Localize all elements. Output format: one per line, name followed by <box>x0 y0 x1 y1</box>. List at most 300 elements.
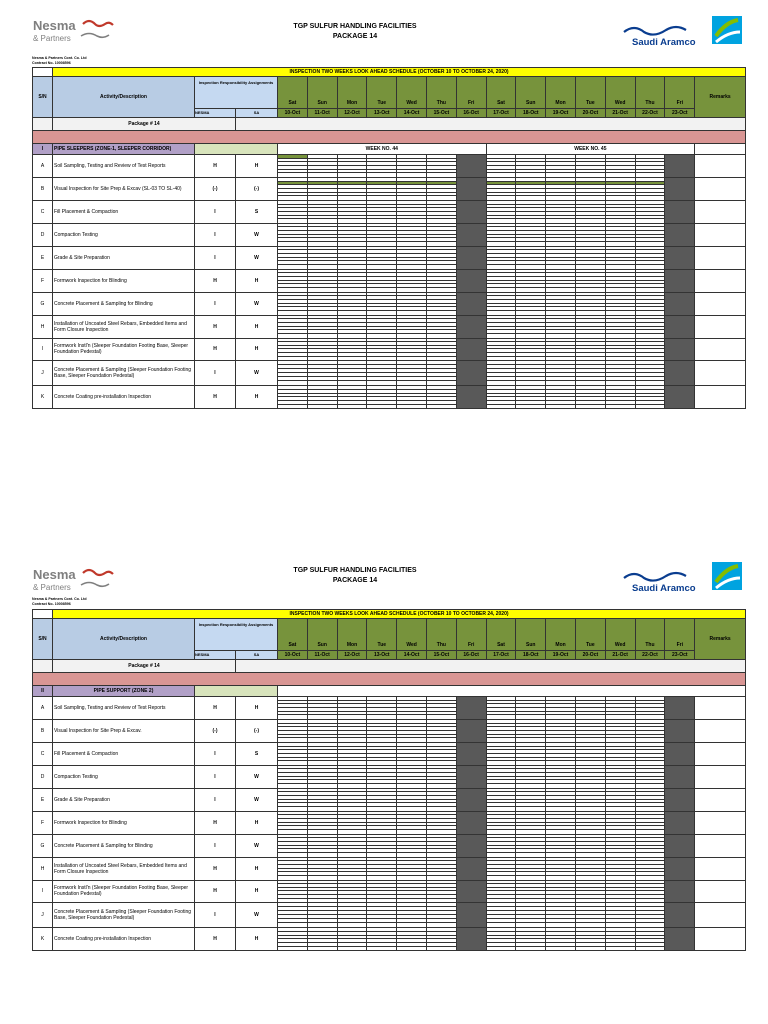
schedule-day-cell[interactable] <box>575 880 605 903</box>
schedule-day-cell[interactable] <box>605 223 635 246</box>
schedule-day-cell[interactable] <box>397 834 427 857</box>
schedule-day-cell[interactable] <box>575 857 605 880</box>
schedule-day-cell[interactable] <box>456 223 486 246</box>
schedule-day-cell[interactable] <box>665 338 695 361</box>
schedule-day-cell[interactable] <box>337 928 367 951</box>
schedule-day-cell[interactable] <box>486 361 516 386</box>
schedule-day-cell[interactable] <box>486 788 516 811</box>
schedule-day-cell[interactable] <box>337 903 367 928</box>
schedule-day-cell[interactable] <box>486 811 516 834</box>
schedule-day-cell[interactable] <box>665 788 695 811</box>
schedule-day-cell[interactable] <box>456 361 486 386</box>
schedule-day-cell[interactable] <box>426 811 456 834</box>
schedule-day-cell[interactable] <box>516 269 546 292</box>
schedule-day-cell[interactable] <box>575 361 605 386</box>
schedule-day-cell[interactable] <box>397 742 427 765</box>
schedule-day-cell[interactable] <box>307 880 337 903</box>
schedule-day-cell[interactable] <box>546 928 576 951</box>
schedule-day-cell[interactable] <box>456 857 486 880</box>
schedule-day-cell[interactable] <box>337 880 367 903</box>
schedule-day-cell[interactable] <box>456 155 486 178</box>
schedule-day-cell[interactable] <box>575 765 605 788</box>
remarks-cell[interactable] <box>695 338 746 361</box>
schedule-day-cell[interactable] <box>456 269 486 292</box>
schedule-day-cell[interactable] <box>337 361 367 386</box>
schedule-day-cell[interactable] <box>278 361 308 386</box>
schedule-day-cell[interactable] <box>546 742 576 765</box>
schedule-day-cell[interactable] <box>456 811 486 834</box>
schedule-day-cell[interactable] <box>486 223 516 246</box>
schedule-day-cell[interactable] <box>546 811 576 834</box>
schedule-day-cell[interactable] <box>456 880 486 903</box>
schedule-day-cell[interactable] <box>426 928 456 951</box>
schedule-day-cell[interactable] <box>516 223 546 246</box>
schedule-day-cell[interactable] <box>367 269 397 292</box>
schedule-day-cell[interactable] <box>278 697 308 720</box>
schedule-day-cell[interactable] <box>516 928 546 951</box>
schedule-day-cell[interactable] <box>486 928 516 951</box>
schedule-day-cell[interactable] <box>546 155 576 178</box>
schedule-day-cell[interactable] <box>605 292 635 315</box>
schedule-day-cell[interactable] <box>278 834 308 857</box>
schedule-day-cell[interactable] <box>516 246 546 269</box>
schedule-day-cell[interactable] <box>397 788 427 811</box>
schedule-day-cell[interactable] <box>456 338 486 361</box>
schedule-day-cell[interactable] <box>307 177 337 200</box>
schedule-day-cell[interactable] <box>367 292 397 315</box>
schedule-day-cell[interactable] <box>605 386 635 409</box>
schedule-day-cell[interactable] <box>665 742 695 765</box>
schedule-day-cell[interactable] <box>307 361 337 386</box>
schedule-day-cell[interactable] <box>397 315 427 338</box>
schedule-day-cell[interactable] <box>278 246 308 269</box>
schedule-day-cell[interactable] <box>486 857 516 880</box>
schedule-day-cell[interactable] <box>635 765 665 788</box>
schedule-day-cell[interactable] <box>307 857 337 880</box>
schedule-day-cell[interactable] <box>486 269 516 292</box>
schedule-day-cell[interactable] <box>575 223 605 246</box>
schedule-day-cell[interactable] <box>665 200 695 223</box>
schedule-day-cell[interactable] <box>367 719 397 742</box>
schedule-day-cell[interactable] <box>605 903 635 928</box>
schedule-day-cell[interactable] <box>367 788 397 811</box>
schedule-day-cell[interactable] <box>516 155 546 178</box>
schedule-day-cell[interactable] <box>307 315 337 338</box>
schedule-day-cell[interactable] <box>426 200 456 223</box>
schedule-day-cell[interactable] <box>665 928 695 951</box>
schedule-day-cell[interactable] <box>307 292 337 315</box>
schedule-day-cell[interactable] <box>665 386 695 409</box>
schedule-day-cell[interactable] <box>278 928 308 951</box>
schedule-day-cell[interactable] <box>635 928 665 951</box>
schedule-day-cell[interactable] <box>605 697 635 720</box>
schedule-day-cell[interactable] <box>278 765 308 788</box>
remarks-cell[interactable] <box>695 765 746 788</box>
schedule-day-cell[interactable] <box>546 269 576 292</box>
schedule-day-cell[interactable] <box>456 246 486 269</box>
schedule-day-cell[interactable] <box>665 765 695 788</box>
schedule-day-cell[interactable] <box>307 697 337 720</box>
schedule-day-cell[interactable] <box>605 857 635 880</box>
schedule-day-cell[interactable] <box>546 177 576 200</box>
schedule-day-cell[interactable] <box>486 386 516 409</box>
schedule-day-cell[interactable] <box>278 386 308 409</box>
schedule-day-cell[interactable] <box>605 338 635 361</box>
schedule-day-cell[interactable] <box>367 765 397 788</box>
schedule-day-cell[interactable] <box>665 269 695 292</box>
remarks-cell[interactable] <box>695 386 746 409</box>
schedule-day-cell[interactable] <box>337 177 367 200</box>
schedule-day-cell[interactable] <box>635 338 665 361</box>
schedule-day-cell[interactable] <box>456 742 486 765</box>
schedule-day-cell[interactable] <box>278 338 308 361</box>
schedule-day-cell[interactable] <box>278 857 308 880</box>
remarks-cell[interactable] <box>695 361 746 386</box>
remarks-cell[interactable] <box>695 903 746 928</box>
schedule-day-cell[interactable] <box>665 315 695 338</box>
schedule-day-cell[interactable] <box>575 811 605 834</box>
schedule-day-cell[interactable] <box>516 742 546 765</box>
schedule-day-cell[interactable] <box>426 857 456 880</box>
schedule-day-cell[interactable] <box>397 246 427 269</box>
schedule-day-cell[interactable] <box>635 386 665 409</box>
schedule-day-cell[interactable] <box>337 246 367 269</box>
schedule-day-cell[interactable] <box>397 155 427 178</box>
schedule-day-cell[interactable] <box>337 155 367 178</box>
remarks-cell[interactable] <box>695 719 746 742</box>
schedule-day-cell[interactable] <box>307 903 337 928</box>
remarks-cell[interactable] <box>695 788 746 811</box>
remarks-cell[interactable] <box>695 742 746 765</box>
schedule-day-cell[interactable] <box>605 361 635 386</box>
schedule-day-cell[interactable] <box>456 903 486 928</box>
schedule-day-cell[interactable] <box>367 811 397 834</box>
schedule-day-cell[interactable] <box>516 788 546 811</box>
schedule-day-cell[interactable] <box>426 177 456 200</box>
schedule-day-cell[interactable] <box>456 697 486 720</box>
schedule-day-cell[interactable] <box>367 742 397 765</box>
schedule-day-cell[interactable] <box>278 315 308 338</box>
remarks-cell[interactable] <box>695 834 746 857</box>
schedule-day-cell[interactable] <box>575 697 605 720</box>
schedule-day-cell[interactable] <box>486 834 516 857</box>
schedule-day-cell[interactable] <box>278 742 308 765</box>
schedule-day-cell[interactable] <box>575 200 605 223</box>
schedule-day-cell[interactable] <box>397 857 427 880</box>
schedule-day-cell[interactable] <box>367 928 397 951</box>
remarks-cell[interactable] <box>695 880 746 903</box>
schedule-day-cell[interactable] <box>426 269 456 292</box>
schedule-day-cell[interactable] <box>516 697 546 720</box>
schedule-day-cell[interactable] <box>456 719 486 742</box>
schedule-day-cell[interactable] <box>307 338 337 361</box>
schedule-day-cell[interactable] <box>397 719 427 742</box>
schedule-day-cell[interactable] <box>367 223 397 246</box>
schedule-day-cell[interactable] <box>635 903 665 928</box>
schedule-day-cell[interactable] <box>486 880 516 903</box>
schedule-day-cell[interactable] <box>486 177 516 200</box>
schedule-day-cell[interactable] <box>337 697 367 720</box>
schedule-day-cell[interactable] <box>278 177 308 200</box>
schedule-day-cell[interactable] <box>546 361 576 386</box>
schedule-day-cell[interactable] <box>278 788 308 811</box>
schedule-day-cell[interactable] <box>426 834 456 857</box>
schedule-day-cell[interactable] <box>605 788 635 811</box>
schedule-day-cell[interactable] <box>486 338 516 361</box>
schedule-day-cell[interactable] <box>426 292 456 315</box>
schedule-day-cell[interactable] <box>486 315 516 338</box>
remarks-cell[interactable] <box>695 246 746 269</box>
schedule-day-cell[interactable] <box>397 880 427 903</box>
remarks-cell[interactable] <box>695 315 746 338</box>
schedule-day-cell[interactable] <box>516 200 546 223</box>
schedule-day-cell[interactable] <box>397 200 427 223</box>
schedule-day-cell[interactable] <box>486 697 516 720</box>
schedule-day-cell[interactable] <box>367 386 397 409</box>
schedule-day-cell[interactable] <box>516 811 546 834</box>
schedule-day-cell[interactable] <box>546 697 576 720</box>
schedule-day-cell[interactable] <box>456 834 486 857</box>
schedule-day-cell[interactable] <box>426 386 456 409</box>
schedule-day-cell[interactable] <box>337 338 367 361</box>
schedule-day-cell[interactable] <box>575 719 605 742</box>
schedule-day-cell[interactable] <box>546 292 576 315</box>
schedule-day-cell[interactable] <box>397 292 427 315</box>
schedule-day-cell[interactable] <box>307 788 337 811</box>
schedule-day-cell[interactable] <box>337 719 367 742</box>
schedule-day-cell[interactable] <box>426 742 456 765</box>
schedule-day-cell[interactable] <box>635 177 665 200</box>
schedule-day-cell[interactable] <box>516 292 546 315</box>
schedule-day-cell[interactable] <box>516 386 546 409</box>
schedule-day-cell[interactable] <box>665 155 695 178</box>
schedule-day-cell[interactable] <box>546 834 576 857</box>
remarks-cell[interactable] <box>695 155 746 178</box>
remarks-cell[interactable] <box>695 223 746 246</box>
schedule-day-cell[interactable] <box>278 155 308 178</box>
schedule-day-cell[interactable] <box>337 834 367 857</box>
schedule-day-cell[interactable] <box>426 223 456 246</box>
schedule-day-cell[interactable] <box>367 155 397 178</box>
schedule-day-cell[interactable] <box>546 857 576 880</box>
schedule-day-cell[interactable] <box>278 903 308 928</box>
schedule-day-cell[interactable] <box>665 880 695 903</box>
schedule-day-cell[interactable] <box>486 765 516 788</box>
schedule-day-cell[interactable] <box>307 765 337 788</box>
schedule-day-cell[interactable] <box>278 200 308 223</box>
schedule-day-cell[interactable] <box>546 788 576 811</box>
schedule-day-cell[interactable] <box>397 903 427 928</box>
schedule-day-cell[interactable] <box>635 361 665 386</box>
schedule-day-cell[interactable] <box>278 811 308 834</box>
schedule-day-cell[interactable] <box>546 315 576 338</box>
schedule-day-cell[interactable] <box>426 246 456 269</box>
schedule-day-cell[interactable] <box>605 880 635 903</box>
schedule-day-cell[interactable] <box>516 903 546 928</box>
schedule-day-cell[interactable] <box>546 223 576 246</box>
schedule-day-cell[interactable] <box>456 788 486 811</box>
schedule-day-cell[interactable] <box>397 361 427 386</box>
schedule-day-cell[interactable] <box>278 223 308 246</box>
schedule-day-cell[interactable] <box>426 361 456 386</box>
schedule-day-cell[interactable] <box>456 928 486 951</box>
schedule-day-cell[interactable] <box>575 315 605 338</box>
schedule-day-cell[interactable] <box>665 857 695 880</box>
schedule-day-cell[interactable] <box>635 880 665 903</box>
schedule-day-cell[interactable] <box>307 269 337 292</box>
schedule-day-cell[interactable] <box>367 338 397 361</box>
schedule-day-cell[interactable] <box>307 386 337 409</box>
schedule-day-cell[interactable] <box>635 315 665 338</box>
schedule-day-cell[interactable] <box>575 742 605 765</box>
remarks-cell[interactable] <box>695 928 746 951</box>
schedule-day-cell[interactable] <box>665 697 695 720</box>
schedule-day-cell[interactable] <box>337 386 367 409</box>
schedule-day-cell[interactable] <box>397 269 427 292</box>
remarks-cell[interactable] <box>695 857 746 880</box>
schedule-day-cell[interactable] <box>516 338 546 361</box>
schedule-day-cell[interactable] <box>456 292 486 315</box>
schedule-day-cell[interactable] <box>635 246 665 269</box>
schedule-day-cell[interactable] <box>575 903 605 928</box>
schedule-day-cell[interactable] <box>546 719 576 742</box>
schedule-day-cell[interactable] <box>665 177 695 200</box>
schedule-day-cell[interactable] <box>456 386 486 409</box>
schedule-day-cell[interactable] <box>307 719 337 742</box>
schedule-day-cell[interactable] <box>665 903 695 928</box>
schedule-day-cell[interactable] <box>337 811 367 834</box>
schedule-day-cell[interactable] <box>397 928 427 951</box>
schedule-day-cell[interactable] <box>546 765 576 788</box>
schedule-day-cell[interactable] <box>426 765 456 788</box>
schedule-day-cell[interactable] <box>337 200 367 223</box>
schedule-day-cell[interactable] <box>546 200 576 223</box>
schedule-day-cell[interactable] <box>665 223 695 246</box>
schedule-day-cell[interactable] <box>307 742 337 765</box>
schedule-day-cell[interactable] <box>605 269 635 292</box>
schedule-day-cell[interactable] <box>426 788 456 811</box>
schedule-day-cell[interactable] <box>635 788 665 811</box>
schedule-day-cell[interactable] <box>635 292 665 315</box>
schedule-day-cell[interactable] <box>307 834 337 857</box>
schedule-day-cell[interactable] <box>397 697 427 720</box>
schedule-day-cell[interactable] <box>278 292 308 315</box>
schedule-day-cell[interactable] <box>605 200 635 223</box>
schedule-day-cell[interactable] <box>605 246 635 269</box>
schedule-day-cell[interactable] <box>486 292 516 315</box>
schedule-day-cell[interactable] <box>367 177 397 200</box>
schedule-day-cell[interactable] <box>516 880 546 903</box>
schedule-day-cell[interactable] <box>575 177 605 200</box>
schedule-day-cell[interactable] <box>426 719 456 742</box>
schedule-day-cell[interactable] <box>635 811 665 834</box>
schedule-day-cell[interactable] <box>605 765 635 788</box>
schedule-day-cell[interactable] <box>367 903 397 928</box>
schedule-day-cell[interactable] <box>426 315 456 338</box>
schedule-day-cell[interactable] <box>456 177 486 200</box>
schedule-day-cell[interactable] <box>546 903 576 928</box>
schedule-day-cell[interactable] <box>486 903 516 928</box>
remarks-cell[interactable] <box>695 269 746 292</box>
schedule-day-cell[interactable] <box>516 361 546 386</box>
schedule-day-cell[interactable] <box>367 880 397 903</box>
schedule-day-cell[interactable] <box>516 765 546 788</box>
schedule-day-cell[interactable] <box>278 880 308 903</box>
schedule-day-cell[interactable] <box>367 315 397 338</box>
remarks-cell[interactable] <box>695 811 746 834</box>
schedule-day-cell[interactable] <box>307 200 337 223</box>
schedule-day-cell[interactable] <box>397 223 427 246</box>
schedule-day-cell[interactable] <box>337 765 367 788</box>
schedule-day-cell[interactable] <box>367 697 397 720</box>
schedule-day-cell[interactable] <box>367 834 397 857</box>
schedule-day-cell[interactable] <box>575 928 605 951</box>
schedule-day-cell[interactable] <box>605 742 635 765</box>
schedule-day-cell[interactable] <box>307 155 337 178</box>
schedule-day-cell[interactable] <box>486 246 516 269</box>
schedule-day-cell[interactable] <box>397 386 427 409</box>
schedule-day-cell[interactable] <box>605 928 635 951</box>
schedule-day-cell[interactable] <box>367 246 397 269</box>
schedule-day-cell[interactable] <box>575 155 605 178</box>
schedule-day-cell[interactable] <box>575 386 605 409</box>
schedule-day-cell[interactable] <box>635 742 665 765</box>
schedule-day-cell[interactable] <box>397 811 427 834</box>
schedule-day-cell[interactable] <box>635 155 665 178</box>
schedule-day-cell[interactable] <box>486 742 516 765</box>
schedule-day-cell[interactable] <box>665 834 695 857</box>
schedule-day-cell[interactable] <box>575 834 605 857</box>
schedule-day-cell[interactable] <box>605 811 635 834</box>
schedule-day-cell[interactable] <box>635 269 665 292</box>
schedule-day-cell[interactable] <box>575 246 605 269</box>
schedule-day-cell[interactable] <box>307 811 337 834</box>
schedule-day-cell[interactable] <box>486 200 516 223</box>
schedule-day-cell[interactable] <box>307 928 337 951</box>
schedule-day-cell[interactable] <box>575 292 605 315</box>
schedule-day-cell[interactable] <box>337 223 367 246</box>
schedule-day-cell[interactable] <box>337 269 367 292</box>
schedule-day-cell[interactable] <box>426 880 456 903</box>
remarks-cell[interactable] <box>695 177 746 200</box>
schedule-day-cell[interactable] <box>337 292 367 315</box>
schedule-day-cell[interactable] <box>575 338 605 361</box>
schedule-day-cell[interactable] <box>456 200 486 223</box>
schedule-day-cell[interactable] <box>665 361 695 386</box>
schedule-day-cell[interactable] <box>605 719 635 742</box>
schedule-day-cell[interactable] <box>665 811 695 834</box>
schedule-day-cell[interactable] <box>278 719 308 742</box>
schedule-day-cell[interactable] <box>516 315 546 338</box>
schedule-day-cell[interactable] <box>337 788 367 811</box>
schedule-day-cell[interactable] <box>635 200 665 223</box>
remarks-cell[interactable] <box>695 292 746 315</box>
schedule-day-cell[interactable] <box>486 155 516 178</box>
schedule-day-cell[interactable] <box>456 315 486 338</box>
schedule-day-cell[interactable] <box>605 177 635 200</box>
schedule-day-cell[interactable] <box>426 903 456 928</box>
schedule-day-cell[interactable] <box>337 857 367 880</box>
schedule-day-cell[interactable] <box>456 765 486 788</box>
schedule-day-cell[interactable] <box>337 742 367 765</box>
schedule-day-cell[interactable] <box>367 857 397 880</box>
schedule-day-cell[interactable] <box>397 177 427 200</box>
schedule-day-cell[interactable] <box>546 386 576 409</box>
schedule-day-cell[interactable] <box>605 155 635 178</box>
schedule-day-cell[interactable] <box>575 269 605 292</box>
schedule-day-cell[interactable] <box>635 223 665 246</box>
schedule-day-cell[interactable] <box>337 315 367 338</box>
